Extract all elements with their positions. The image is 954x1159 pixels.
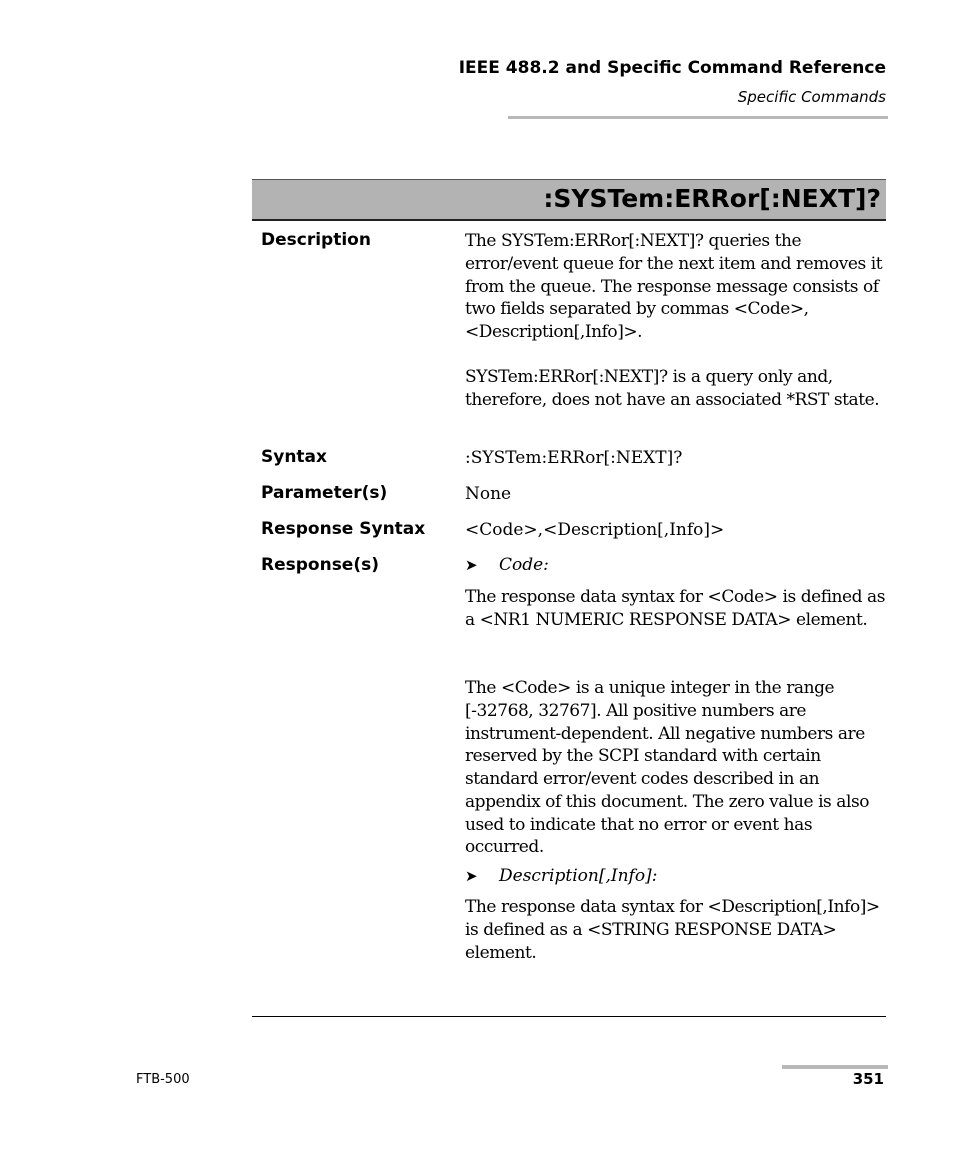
command-title: :SYSTem:ERRor[:NEXT]? [543,184,881,213]
bullet-code-label: Code: [499,555,549,575]
parameters-value: None [465,484,512,504]
code-paragraph-1: The response data syntax for <Code> is defined as a <NR1 NUMERIC RESPONSE DATA> element. [465,587,886,630]
description-paragraph-1: The SYSTem:ERRor[:NEXT]? queries the error/event queue for the next item and removes it from the queue. The response message consists of two fields separated by commas <Code>,<Description[,Info]>. [465,231,883,342]
arrow-bullet-icon: ➤ [465,556,478,574]
description-label: Description [261,230,371,250]
responses-label: Response(s) [261,555,379,575]
syntax-label: Syntax [261,447,327,467]
header-title: IEEE 488.2 and Specific Command Reference [458,58,886,78]
header-subtitle: Specific Commands [737,88,886,106]
syntax-value: :SYSTem:ERRor[:NEXT]? [465,448,683,468]
parameters-label: Parameter(s) [261,483,388,503]
bottom-rule [252,1016,886,1017]
footer-product: FTB-500 [136,1072,190,1087]
command-title-bar [252,179,886,221]
header-rule [508,116,888,119]
page-number: 351 [852,1070,884,1088]
arrow-bullet-icon: ➤ [465,867,478,885]
bullet-code [465,555,549,575]
description-info-paragraph: The response data syntax for <Description[,Info]> is defined as a <STRING RESPONSE DATA> element. [465,897,880,963]
response-syntax-label: Response Syntax [261,519,426,539]
bullet-description-label: Description[,Info]: [499,866,658,886]
description-paragraph-2: SYSTem:ERRor[:NEXT]? is a query only and, therefore, does not have an associated *RST state. [465,367,880,410]
code-paragraph-2: The <Code> is a unique integer in the range [-32768, 32767]. All positive numbers are instrument-dependent. All negative numbers are reserved by the SCPI standard with certain standard error/event codes described in an appendix of this document. The zero value is also used to indicate that no error or event has occurred. [465,678,870,858]
response-syntax-value: <Code>,<Description[,Info]> [465,520,725,540]
bullet-description-info [465,866,657,886]
footer-rule [782,1065,888,1069]
